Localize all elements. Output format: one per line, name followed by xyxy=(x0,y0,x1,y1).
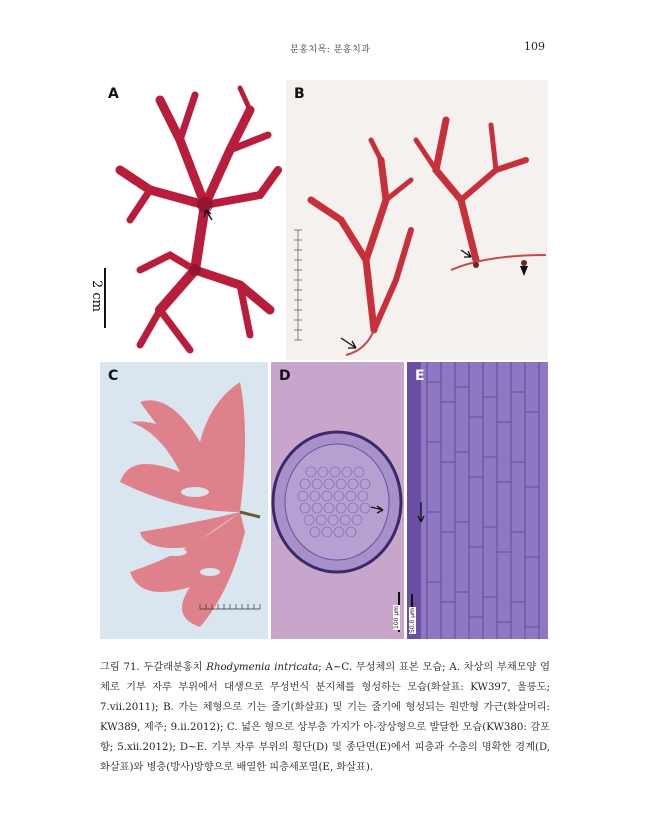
thallus-photo-c xyxy=(100,362,268,639)
cross-section-photo-d xyxy=(271,362,404,639)
figure-panel-a xyxy=(100,80,282,360)
figure-panel-e xyxy=(407,362,548,639)
running-head: 분홍치목: 분홍치과 xyxy=(290,45,371,55)
thallus-photo-b xyxy=(286,80,548,360)
page-number: 109 xyxy=(524,40,545,53)
scale-bar-label-d: 100 μm xyxy=(393,605,400,629)
panel-label-b: B xyxy=(294,86,305,102)
figure-panel-b xyxy=(286,80,548,360)
caption-species-name: Rhodymenia intricata xyxy=(206,662,319,673)
panel-label-e: E xyxy=(415,368,425,384)
figure-panel-c xyxy=(100,362,268,639)
panel-label-a: A xyxy=(108,86,119,102)
figure-panel-d xyxy=(271,362,404,639)
scale-bar-label-e: 50.0 μm xyxy=(409,608,416,633)
scale-bar-label-a: 2 cm xyxy=(89,280,104,313)
caption-body: ; A~C. 무성체의 표본 모습; A. 차상의 부채모양 엽체로 기부 자루 부위에서 대생으로 무성번식 분지체를 형성하는 모습(화살표: KW397, 울릉도; 7.vii.2011); B. 가는 체형으로 기는 줄기(화살표) 및 기는 줄기에 형성되는 원반형 가근(화살머리: KW389, 제주; 9.ii.2012); C. 넓은 형으로 상부층 가지가 아-장상형으로 발달한 모습(KW380: 감포항; 5.xii.2012); D~E. 기부 자루 부위의 횡단(D) 및 종단면(E)에서 피층과 수층의 명확한 경계(D, 화살표)와 병층(방사)방향으로 배열한 피층세포열(E, 화살표). xyxy=(100,662,551,773)
panel-label-c: C xyxy=(108,368,119,384)
longitudinal-section-photo-e xyxy=(407,362,548,639)
caption-lead: 그림 71. 두갈래분홍치 xyxy=(100,662,207,673)
figure-caption xyxy=(100,658,550,778)
panel-label-d: D xyxy=(279,368,291,384)
thallus-photo-a xyxy=(100,80,282,360)
